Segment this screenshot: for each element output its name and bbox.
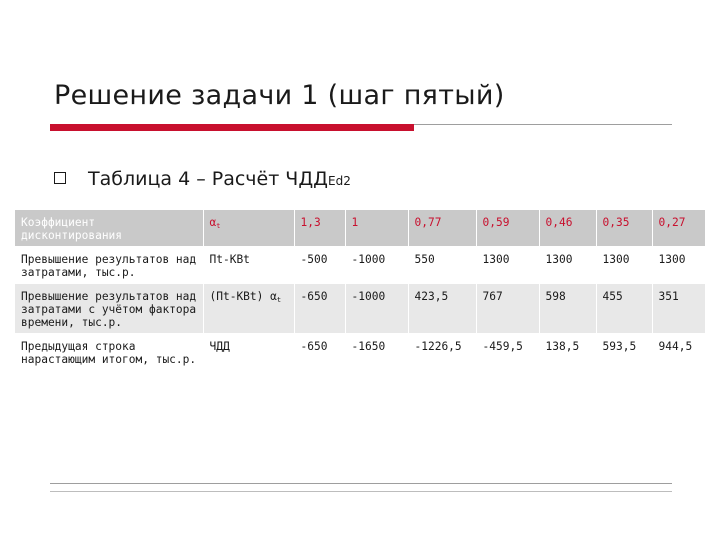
row-symbol: $\alpha_t$: [203, 210, 294, 247]
table-cell: 0,46: [539, 210, 596, 247]
table-cell: 767: [476, 284, 539, 334]
table-cell: 598: [539, 284, 596, 334]
table-cell: -1000: [345, 247, 408, 284]
table-cell: 1: [345, 210, 408, 247]
table-cell: 138,5: [539, 334, 596, 371]
table-cell: 351: [652, 284, 705, 334]
footer-divider-secondary: [50, 491, 672, 492]
table-cell: 0,27: [652, 210, 705, 247]
row-symbol: Пt-КВt: [203, 247, 294, 284]
title-accent-bar: [50, 124, 414, 131]
table-cell: 944,5: [652, 334, 705, 371]
table-cell: 1300: [539, 247, 596, 284]
table-cell: -650: [294, 284, 345, 334]
table-cell: -459,5: [476, 334, 539, 371]
row-symbol: ЧДД: [203, 334, 294, 371]
table-cell: 1,3: [294, 210, 345, 247]
table-cell: 1300: [476, 247, 539, 284]
npv-table: [15, 210, 706, 371]
bullet-item: [54, 168, 351, 190]
table-cell: 423,5: [408, 284, 476, 334]
table-cell: 0,77: [408, 210, 476, 247]
row-label: Превышение результатов над затратами с учётом фактора времени, тыс.р.: [15, 284, 203, 334]
table-cell: 593,5: [596, 334, 652, 371]
bullet-text: Таблица 4 – Расчёт ЧДД: [88, 168, 329, 190]
table-cell: -1226,5: [408, 334, 476, 371]
table-row: [15, 284, 705, 334]
table-cell: -500: [294, 247, 345, 284]
table-cell: 0,35: [596, 210, 652, 247]
table-cell: -1650: [345, 334, 408, 371]
table-cell: 550: [408, 247, 476, 284]
table-cell: 455: [596, 284, 652, 334]
table-row: [15, 247, 705, 284]
table-row: [15, 210, 705, 247]
table-row: [15, 334, 705, 371]
row-label: Превышение результатов над затратами, тыс.р.: [15, 247, 203, 284]
slide-title: Решение задачи 1 (шаг пятый): [54, 80, 505, 111]
table-cell: 1300: [596, 247, 652, 284]
table-cell: -650: [294, 334, 345, 371]
table-cell: -1000: [345, 284, 408, 334]
footer-divider: [50, 483, 672, 484]
square-bullet-icon: [54, 172, 66, 184]
row-label: Коэффициент дисконтирования: [15, 210, 203, 247]
row-symbol: (Пt-КВt) $\alpha_t$: [203, 284, 294, 334]
table-cell: 1300: [652, 247, 705, 284]
table-cell: 0,59: [476, 210, 539, 247]
row-label: Предыдущая строка нарастающим итогом, тыс.р.: [15, 334, 203, 371]
bullet-subscript: Ed2: [328, 174, 351, 188]
